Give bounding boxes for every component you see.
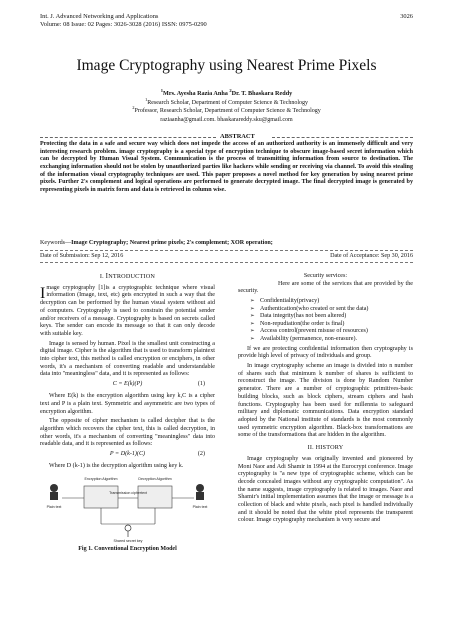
abstract-rule-right (272, 137, 413, 138)
author-2-sup: 2 (229, 87, 232, 93)
section-history-heading (238, 444, 413, 452)
decryption-box (138, 486, 172, 508)
security-intro: Here are some of the services that are provided by the security. (238, 280, 413, 295)
intro-paragraph-5: Where D (k-1) is the decryption algorithm using key k. (49, 463, 184, 470)
intro-section-number: I. (99, 273, 104, 280)
equation-2 (40, 451, 215, 461)
page-number: 3026 (400, 13, 413, 20)
shared-key-label: Shared secret key (113, 538, 143, 543)
list-item: ➢ Authentication(who created or sent the data) (250, 306, 413, 314)
abstract-text: Protecting the data in a safe and secure way which does not impede the access of an authorized authority is an immensely difficult and very interesting research problem. image cryptography is a special type of encryption technique to obscure image-based secret information which can be decrypted by Human Visual System. Communication is the process of transmitting information from source to destination. The exchanging information should not be stolen by unauthorized parties like hackers while sending or receiving via channel. To avoid this stealing of the information visual cryptography techniques are used. This paper proposes a novel method for key generation by using nearest prime pixels. Further 2's complement and logical operations are performed to generate decrypted image. The final decrypted image is generated by representing pixels in matrix form and data is retrieved in column wise. (40, 141, 413, 193)
affil-2-sup: 2 (132, 105, 135, 111)
intro-section-initial: I (105, 272, 109, 280)
encryption-label: Encryption Algorithm (84, 476, 118, 481)
author-2: Dr. T. Bhaskara Reddy (231, 90, 293, 97)
author-1: Mrs. Ayesha Razia Anha (163, 90, 228, 97)
journal-header (40, 13, 207, 29)
transmission-label: Transmission ciphertext (109, 490, 147, 495)
equation-2-body: P = D(k-1)(C) (109, 451, 146, 458)
equation-2-number: (2) (197, 451, 205, 458)
keywords-label: Keywords (40, 240, 66, 246)
encryption-box (84, 486, 118, 508)
intro-paragraph-4: The opposite of cipher mechanism is called decipher that is the algorithm which recovers the cipher text, this is called decryption, in other words, it's a mechanism of converting "meaningless" data into readable data, and it is represented as follows: (40, 418, 215, 448)
list-item: ➢ Access control(prevent misuse of resources) (250, 328, 413, 336)
author-emails: raziaanha@gmail.com. bhaskarareddy.sku@gmail.com (160, 116, 293, 123)
divider-bottom (40, 262, 413, 263)
divider-top (40, 250, 413, 251)
plain-text-right: Plain text (192, 504, 208, 509)
equation-1-body: C = E(k)(P) (112, 381, 143, 388)
list-item: ➢ Confidentiality(privacy) (250, 298, 413, 306)
equation-1 (40, 381, 215, 391)
key-icon (125, 525, 131, 537)
sender-icon (50, 484, 58, 500)
paper-title: Image Cryptography using Nearest Prime Pixels (76, 57, 377, 74)
author-1-sup: 1 (160, 87, 163, 93)
receiver-icon (196, 484, 204, 500)
equation-1-number: (1) (197, 381, 205, 388)
affiliation-2: Professor, Research Scholar, Department of Computer Science & Technology (134, 108, 321, 115)
list-item: ➢ Availability (permanence, non-erasure). (250, 336, 413, 344)
encryption-model-diagram (40, 474, 215, 544)
affil-1-sup: 1 (144, 97, 148, 102)
keywords-text: Image Cryptography; Nearest prime pixels; 2's complement; XOR operation; (71, 240, 273, 246)
journal-line-2: Volume: 08 Issue: 02 Pages: 3026-3028 (2016) ISSN: 0975-0290 (40, 21, 207, 28)
list-item: ➢ Data integrity(has not been altered) (250, 313, 413, 321)
intro-section-title: NTRODUCTION (108, 273, 156, 280)
right-column (238, 273, 413, 527)
history-section-title: HISTORY (315, 444, 344, 452)
affiliations (0, 99, 453, 124)
journal-line-1: Int. J. Advanced Networking and Applications (40, 13, 159, 20)
encryption-model-figure (40, 474, 215, 544)
plain-text-left: Plain text (46, 504, 62, 509)
submission-date: Date of Submission: Sep 12, 2016 (40, 253, 124, 259)
list-item: ➢ Non-repudiation(the order is final) (250, 321, 413, 329)
security-services-title: Security services: (303, 273, 348, 279)
history-paragraph: Image cryptography was originally invented and pioneered by Moni Naor and Adi Shamir in 1994 at the Eurocrypt conference. Image cryptography is "a new type of cryptographic scheme, which can be decode concealed images without any cryptographic computation". As the name suggests, image cryptography is related to images. Naor and Shamir's initial implementation assumes that the image or message is a collection of black and white pixels, each pixel is handled individually and it should be noted that the white pixel represents the transparent colour. Image cryptography mechanism is very secure and (238, 455, 413, 524)
decryption-label: Decryption Algorithm (138, 476, 172, 481)
acceptance-date: Date of Acceptance: Sep 30, 2016 (330, 253, 413, 259)
intro-paragraph-3: Where E(k) is the encryption algorithm using key k,C is a cipher text and P is a plain text. Symmetric and asymmetric are two types of encryption algorithm. (40, 393, 215, 415)
abstract-heading: ABSTRACT (220, 133, 255, 140)
history-section-number: II. (307, 444, 314, 452)
intro-dropcap: I (40, 284, 46, 302)
figure-caption: Fig 1. Conventional Encryption Model (78, 545, 177, 552)
sharing-paragraph: In image cryptography scheme an image is divided into n number of shares such that minimum k number of shares is sufficient to reconstruct the image. The division is done by Random Number generator. There are a number of cryptographic primitives-basic building blocks, such as block ciphers, stream ciphers and hash functions. Cryptography has been used for millennia to safeguard military and diplomatic communications. Data encryption standard adopted by the National institute of standards is the most commonly used symmetric encryption algorithm. Black-box transformations are some of the transformations that are hidden in the algorithm. (238, 363, 413, 439)
keywords: Keywords—Image Cryptography; Nearest prime pixels; 2's complement; XOR operation; (40, 240, 273, 246)
dates-row (40, 253, 413, 259)
intro-paragraph-1 (40, 285, 215, 339)
author-line (0, 87, 453, 97)
abstract-rule-left (40, 137, 216, 138)
section-introduction-heading (40, 273, 215, 281)
privacy-paragraph: If we are protecting confidential information then cryptography is provide high level of privacy of individuals and group. (238, 345, 413, 360)
security-services-list (238, 298, 413, 344)
affiliation-1: Research Scholar, Department of Computer Science & Technology (147, 100, 309, 106)
left-column (40, 273, 215, 553)
intro-p1-text: mage cryptography [1]is a cryptographic technique where visual information (Image, text, etc) gets encrypted in such a way that the decryption can be performed by the human visual system without aid of computers. Cryptography is used to constrain the potential sender and/or receivers of a message. Cryptography is based on secrets called keys. The sender can encode its message so that it can only decode with suitable key. (40, 284, 215, 337)
intro-paragraph-2: Image is sensed by human. Pixel is the smallest unit constructing a digital image. Cipher is the algorithm that is used to transform plaintext into cipher text, this method is called encryption or enciphers, in other words, it's a mechanism of converting readable and understandable data into "meaningless" data, and it is represented as follows: (40, 340, 215, 378)
